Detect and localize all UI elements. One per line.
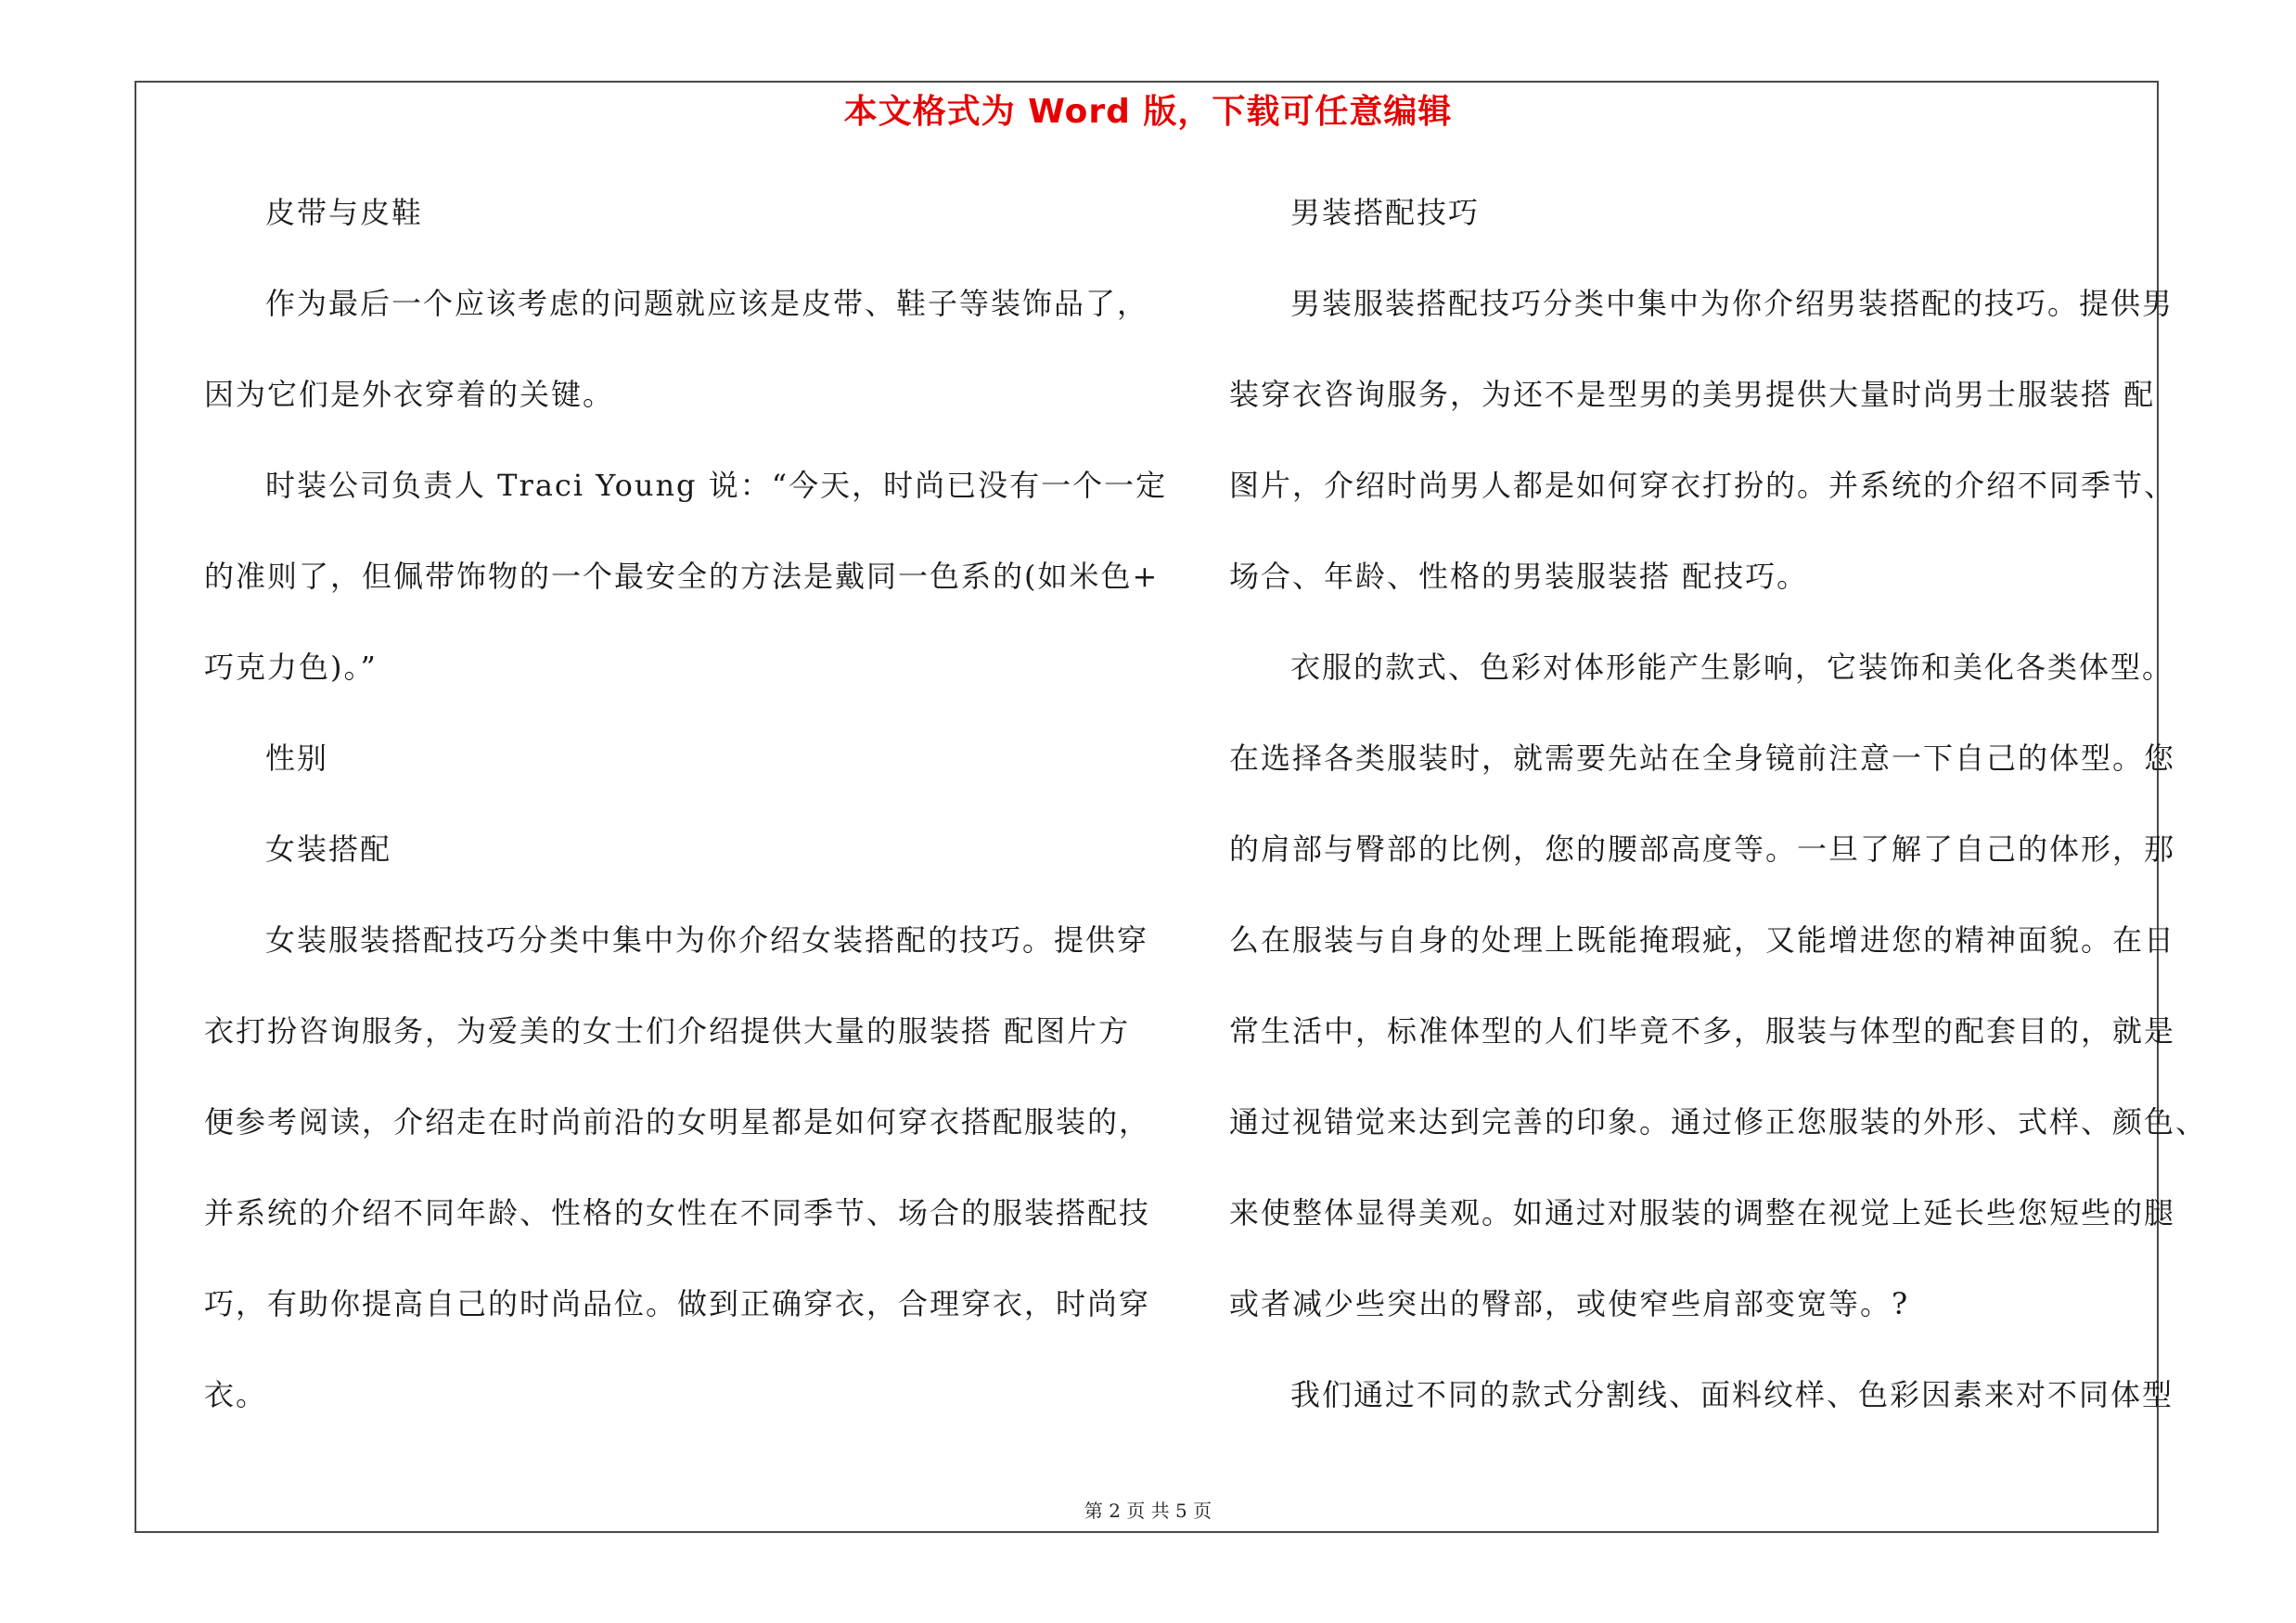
text-line: 女装服装搭配技巧分类中集中为你介绍女装搭配的技巧。提供穿 (265, 922, 1149, 958)
text-line: 通过视错觉来达到完善的印象。通过修正您服装的外形、式样、颜色、 (1229, 1104, 2208, 1140)
text-line: 作为最后一个应该考虑的问题就应该是皮带、鞋子等装饰品了， (265, 286, 1149, 321)
text-line: 或者减少些突出的臀部，或使窄些肩部变宽等。? (1229, 1286, 1910, 1321)
text-line: 男装服装搭配技巧分类中集中为你介绍男装搭配的技巧。提供男 (1290, 286, 2174, 321)
text-line: 来使整体显得美观。如通过对服装的调整在视觉上延长些您短些的腿 (1229, 1195, 2176, 1230)
text-line: 场合、年龄、性格的男装服装搭 配技巧。 (1229, 559, 1809, 594)
page-number-footer: 第 2 页 共 5 页 (1084, 1500, 1212, 1522)
text-line: 男装搭配技巧 (1290, 195, 1481, 230)
text-line: 衣。 (204, 1377, 268, 1412)
text-line: 女装搭配 (265, 831, 392, 867)
text-line: 我们通过不同的款式分割线、面料纹样、色彩因素来对不同体型 (1290, 1377, 2174, 1412)
text-line: 并系统的介绍不同年龄、性格的女性在不同季节、场合的服装搭配技 (204, 1195, 1151, 1230)
text-line: 性别 (265, 741, 329, 776)
text-line: 巧，有助你提高自己的时尚品位。做到正确穿衣，合理穿衣，时尚穿 (204, 1286, 1151, 1321)
right-column (1229, 184, 2208, 1457)
word-format-banner: 本文格式为 Word 版，下载可任意编辑 (843, 93, 1453, 131)
text-line: 在选择各类服装时，就需要先站在全身镜前注意一下自己的体型。您 (1229, 741, 2176, 776)
text-line: 衣服的款式、色彩对体形能产生影响，它装饰和美化各类体型。 (1290, 650, 2174, 685)
text-line: 因为它们是外衣穿着的关键。 (204, 377, 615, 412)
text-line: 的准则了，但佩带饰物的一个最安全的方法是戴同一色系的(如米色+ (204, 559, 1160, 594)
text-line: 么在服装与自身的处理上既能掩瑕疵，又能增进您的精神面貌。在日 (1229, 922, 2176, 958)
text-line: 皮带与皮鞋 (265, 195, 424, 230)
text-line: 的肩部与臀部的比例，您的腰部高度等。一旦了解了自己的体形，那 (1229, 831, 2176, 867)
text-line: 时装公司负责人 Traci Young 说：“今天，时尚已没有一个一定 (265, 468, 1168, 503)
left-column (204, 184, 1168, 1457)
text-line: 衣打扮咨询服务，为爱美的女士们介绍提供大量的服装搭 配图片方 (204, 1013, 1131, 1049)
text-line: 巧克力色)。” (204, 650, 378, 685)
text-line: 便参考阅读，介绍走在时尚前沿的女明星都是如何穿衣搭配服装的， (204, 1104, 1151, 1140)
text-line: 装穿衣咨询服务，为还不是型男的美男提供大量时尚男士服装搭 配 (1229, 377, 2156, 412)
text-line: 图片，介绍时尚男人都是如何穿衣打扮的。并系统的介绍不同季节、 (1229, 468, 2176, 503)
text-line: 常生活中，标准体型的人们毕竟不多，服装与体型的配套目的，就是 (1229, 1013, 2176, 1049)
